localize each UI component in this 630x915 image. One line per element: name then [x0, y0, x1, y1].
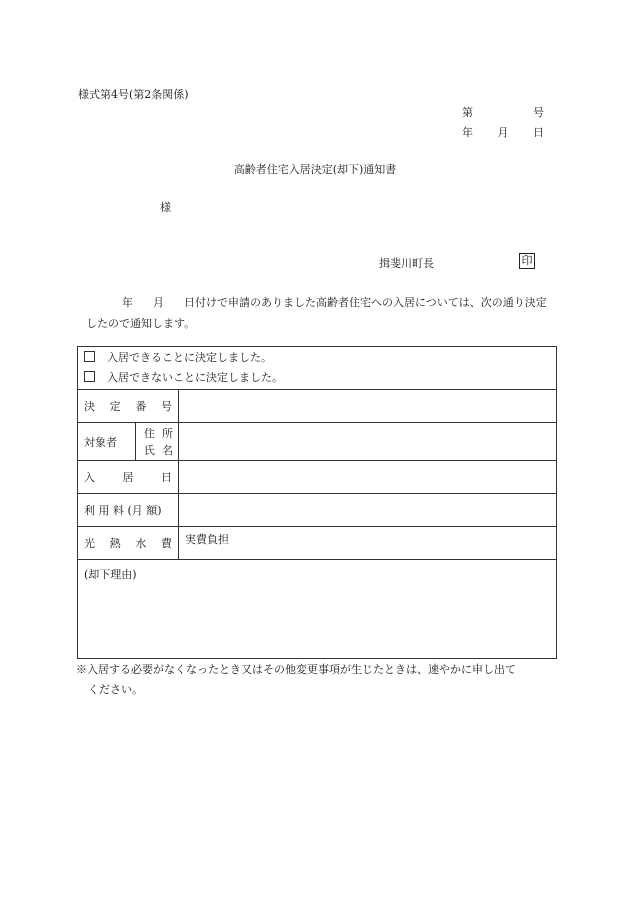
form-number: 様式第4号(第2条関係)	[78, 88, 189, 101]
move-in-date-row	[78, 461, 557, 494]
label-char: 号	[160, 400, 172, 413]
option-approved[interactable]	[84, 348, 556, 368]
decision-number-label	[78, 390, 179, 423]
label-char: 氏	[143, 443, 155, 457]
option-approved-label: 入居できることに決定しました。	[107, 351, 272, 364]
document-number	[462, 104, 544, 120]
label-char: 費	[160, 537, 172, 550]
address-label	[136, 425, 178, 442]
usage-fee-label: 利 用 料 (月 額)	[78, 494, 179, 527]
footnote	[76, 660, 566, 700]
label-char: 番	[135, 400, 147, 413]
move-in-date-value[interactable]	[179, 461, 557, 494]
option-denied[interactable]	[84, 368, 556, 388]
decision-table	[77, 346, 557, 659]
label-char: 所	[162, 426, 173, 440]
label-char: 光	[84, 537, 95, 550]
subject-row	[78, 423, 557, 461]
checkbox-approved[interactable]	[84, 351, 95, 362]
label-char: 居	[122, 471, 134, 484]
issue-date	[462, 124, 544, 140]
doc-no-prefix: 第	[462, 106, 473, 119]
body-paragraph	[86, 292, 556, 334]
issuer-name: 揖斐川町長	[379, 257, 434, 270]
move-in-date-label	[78, 461, 179, 494]
seal-stamp: 印	[519, 253, 535, 269]
doc-no-suffix: 号	[533, 106, 544, 119]
name-label	[136, 442, 178, 459]
footnote-line-1: ※入居する必要がなくなったとき又はその他変更事項が生じたときは、速やかに申し出て	[76, 663, 516, 676]
date-month: 月	[497, 126, 509, 139]
utilities-value: 実費負担	[179, 527, 557, 560]
usage-fee-value[interactable]	[179, 494, 557, 527]
label-char: 住	[143, 426, 155, 440]
label-char: 決	[84, 400, 95, 413]
date-day: 日	[533, 126, 544, 139]
label-char: 水	[135, 537, 147, 550]
footnote-line-2: ください。	[88, 683, 143, 696]
subject-value[interactable]	[179, 423, 557, 461]
label-char: 名	[162, 443, 173, 457]
rejection-reason-label: (却下理由)	[84, 568, 137, 581]
subject-label: 対象者	[78, 423, 136, 461]
body-text: 日付けで申請のありました高齢者住宅への入居については、次の通り決定したので通知します。	[86, 296, 547, 330]
decision-number-row	[78, 390, 557, 423]
option-denied-label: 入居できないことに決定しました。	[107, 371, 283, 384]
document-title: 高齢者住宅入居決定(却下)通知書	[233, 163, 397, 176]
body-month: 月	[153, 296, 164, 309]
label-char: 熱	[109, 537, 121, 550]
subject-sublabels	[135, 423, 178, 461]
decision-options-row	[78, 347, 557, 390]
utilities-row	[78, 527, 557, 560]
rejection-reason[interactable]	[78, 560, 557, 659]
body-year: 年	[122, 296, 133, 309]
utilities-label	[78, 527, 179, 560]
checkbox-denied[interactable]	[84, 371, 95, 382]
decision-options	[78, 347, 557, 390]
label-char: 定	[109, 400, 121, 413]
recipient-honorific: 様	[160, 201, 171, 214]
date-year: 年	[462, 126, 473, 139]
label-char: 日	[161, 471, 172, 484]
label-char: 入	[84, 471, 95, 484]
rejection-reason-row	[78, 560, 557, 659]
usage-fee-row	[78, 494, 557, 527]
decision-number-value[interactable]	[179, 390, 557, 423]
